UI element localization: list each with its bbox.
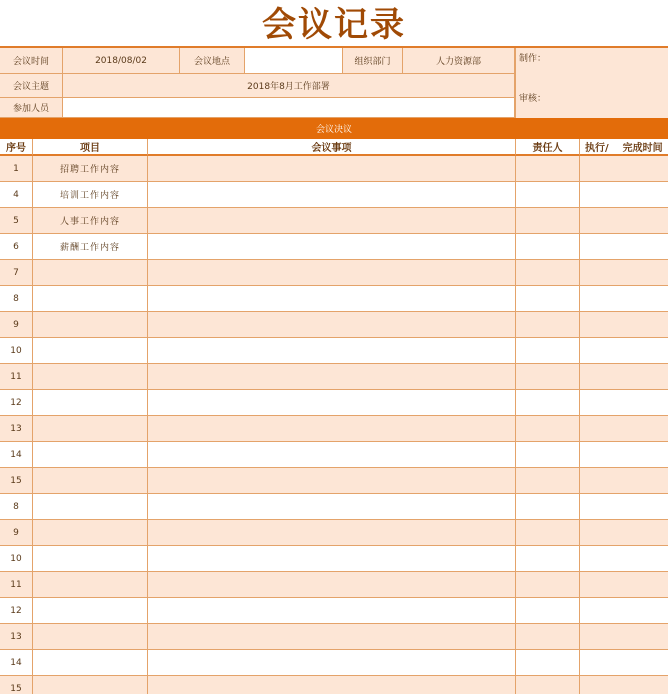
cell-matter[interactable] [148,494,516,519]
cell-matter[interactable] [148,416,516,441]
cell-no[interactable]: 7 [0,260,33,285]
cell-item[interactable] [33,260,148,285]
cell-owner[interactable] [516,598,580,623]
cell-exec[interactable] [580,390,668,415]
cell-matter[interactable] [148,312,516,337]
attendees-label: 参加人员 [0,98,63,118]
cell-exec[interactable] [580,182,668,207]
cell-item[interactable] [33,286,148,311]
table-row [0,156,668,182]
cell-matter[interactable] [148,234,516,259]
cell-item[interactable] [33,364,148,389]
cell-no[interactable]: 4 [0,182,33,207]
table-row [0,520,668,546]
cell-no[interactable]: 13 [0,416,33,441]
cell-item[interactable] [33,676,148,694]
col-header-exec-done [580,139,668,156]
place-label: 会议地点 [180,48,245,74]
cell-owner[interactable] [516,624,580,649]
maker-label: 制作： [519,54,547,64]
table-row [0,650,668,676]
table-row [0,234,668,260]
cell-no[interactable]: 10 [0,546,33,571]
cell-owner[interactable] [516,494,580,519]
table-row [0,676,668,694]
table-row [0,598,668,624]
cell-item[interactable] [33,650,148,675]
cell-no[interactable]: 11 [0,572,33,597]
cell-exec[interactable] [580,338,668,363]
cell-matter[interactable] [148,286,516,311]
table-row [0,208,668,234]
cell-matter[interactable] [148,182,516,207]
cell-no[interactable]: 10 [0,338,33,363]
topic-value[interactable]: 2018年8月工作部署 [63,74,515,98]
cell-exec[interactable] [580,208,668,233]
cell-item[interactable] [33,546,148,571]
cell-matter[interactable] [148,572,516,597]
cell-owner[interactable] [516,234,580,259]
cell-no[interactable]: 15 [0,676,33,694]
cell-item[interactable] [33,416,148,441]
cell-item[interactable]: 人事工作内容 [33,208,148,233]
page-title: 会议记录 [262,5,406,45]
dept-value[interactable]: 人力资源部 [403,48,515,74]
table-row [0,182,668,208]
cell-exec[interactable] [580,468,668,493]
cell-matter[interactable] [148,546,516,571]
table-row [0,442,668,468]
cell-matter[interactable] [148,390,516,415]
attendees-value[interactable] [63,98,515,118]
table-row [0,468,668,494]
time-value[interactable]: 2018/08/02 [63,48,180,74]
cell-no[interactable]: 11 [0,364,33,389]
cell-item[interactable]: 培训工作内容 [33,182,148,207]
cell-matter[interactable] [148,468,516,493]
table-row [0,338,668,364]
approval-panel [515,48,668,118]
cell-no[interactable]: 8 [0,286,33,311]
cell-owner[interactable] [516,156,580,181]
cell-matter[interactable] [148,442,516,467]
cell-matter[interactable] [148,520,516,545]
cell-matter[interactable] [148,208,516,233]
col-header-item: 项目 [33,139,148,156]
table-row [0,260,668,286]
cell-no[interactable]: 12 [0,390,33,415]
resolutions-banner: 会议决议 [0,118,668,139]
cell-exec[interactable] [580,234,668,259]
col-header-matter: 会议事项 [148,139,516,156]
cell-owner[interactable] [516,676,580,694]
cell-owner[interactable] [516,468,580,493]
cell-exec[interactable] [580,520,668,545]
cell-no[interactable]: 13 [0,624,33,649]
cell-exec[interactable] [580,598,668,623]
cell-owner[interactable] [516,260,580,285]
cell-no[interactable]: 15 [0,468,33,493]
cell-owner[interactable] [516,416,580,441]
cell-matter[interactable] [148,676,516,694]
cell-owner[interactable] [516,364,580,389]
table-row [0,390,668,416]
cell-item[interactable] [33,598,148,623]
cell-item[interactable] [33,468,148,493]
cell-owner[interactable] [516,338,580,363]
cell-owner[interactable] [516,286,580,311]
cell-matter[interactable] [148,338,516,363]
cell-exec[interactable] [580,624,668,649]
cell-exec[interactable] [580,312,668,337]
cell-exec[interactable] [580,650,668,675]
table-row [0,286,668,312]
cell-item[interactable] [33,624,148,649]
cell-item[interactable] [33,520,148,545]
dept-label: 组织部门 [343,48,403,74]
cell-owner[interactable] [516,312,580,337]
cell-no[interactable]: 12 [0,598,33,623]
cell-matter[interactable] [148,598,516,623]
table-row [0,312,668,338]
place-value[interactable] [245,48,343,74]
cell-owner[interactable] [516,572,580,597]
cell-item[interactable] [33,442,148,467]
cell-owner[interactable] [516,442,580,467]
cell-matter[interactable] [148,260,516,285]
meeting-info-block [0,48,668,118]
cell-matter[interactable] [148,364,516,389]
cell-owner[interactable] [516,208,580,233]
cell-owner[interactable] [516,390,580,415]
cell-item[interactable]: 薪酬工作内容 [33,234,148,259]
cell-exec[interactable] [580,364,668,389]
cell-exec[interactable] [580,676,668,694]
table-row [0,494,668,520]
cell-item[interactable] [33,390,148,415]
time-label: 会议时间 [0,48,63,74]
col-header-no: 序号 [0,139,33,156]
table-row [0,624,668,650]
table-row [0,572,668,598]
cell-matter[interactable] [148,624,516,649]
cell-exec[interactable] [580,546,668,571]
cell-item[interactable] [33,338,148,363]
col-header-owner: 责任人 [516,139,580,156]
cell-exec[interactable] [580,156,668,181]
cell-no[interactable]: 6 [0,234,33,259]
table-row [0,546,668,572]
cell-matter[interactable] [148,650,516,675]
cell-no[interactable]: 1 [0,156,33,181]
cell-exec[interactable] [580,572,668,597]
cell-exec[interactable] [580,416,668,441]
cell-owner[interactable] [516,650,580,675]
cell-item[interactable] [33,494,148,519]
cell-item[interactable] [33,312,148,337]
cell-no[interactable]: 14 [0,442,33,467]
col-header-exec: 执行/ [585,143,609,154]
cell-item[interactable] [33,572,148,597]
cell-exec[interactable] [580,286,668,311]
cell-no[interactable]: 14 [0,650,33,675]
cell-exec[interactable] [580,260,668,285]
table-row [0,416,668,442]
topic-label: 会议主题 [0,74,63,98]
table-row [0,364,668,390]
col-header-done: 完成时间 [622,143,663,154]
cell-no[interactable]: 8 [0,494,33,519]
cell-owner[interactable] [516,520,580,545]
cell-no[interactable]: 9 [0,312,33,337]
cell-item[interactable]: 招聘工作内容 [33,156,148,181]
cell-owner[interactable] [516,546,580,571]
cell-exec[interactable] [580,494,668,519]
cell-no[interactable]: 9 [0,520,33,545]
cell-owner[interactable] [516,182,580,207]
cell-matter[interactable] [148,156,516,181]
cell-no[interactable]: 5 [0,208,33,233]
cell-exec[interactable] [580,442,668,467]
reviewer-label: 审核： [519,94,547,104]
